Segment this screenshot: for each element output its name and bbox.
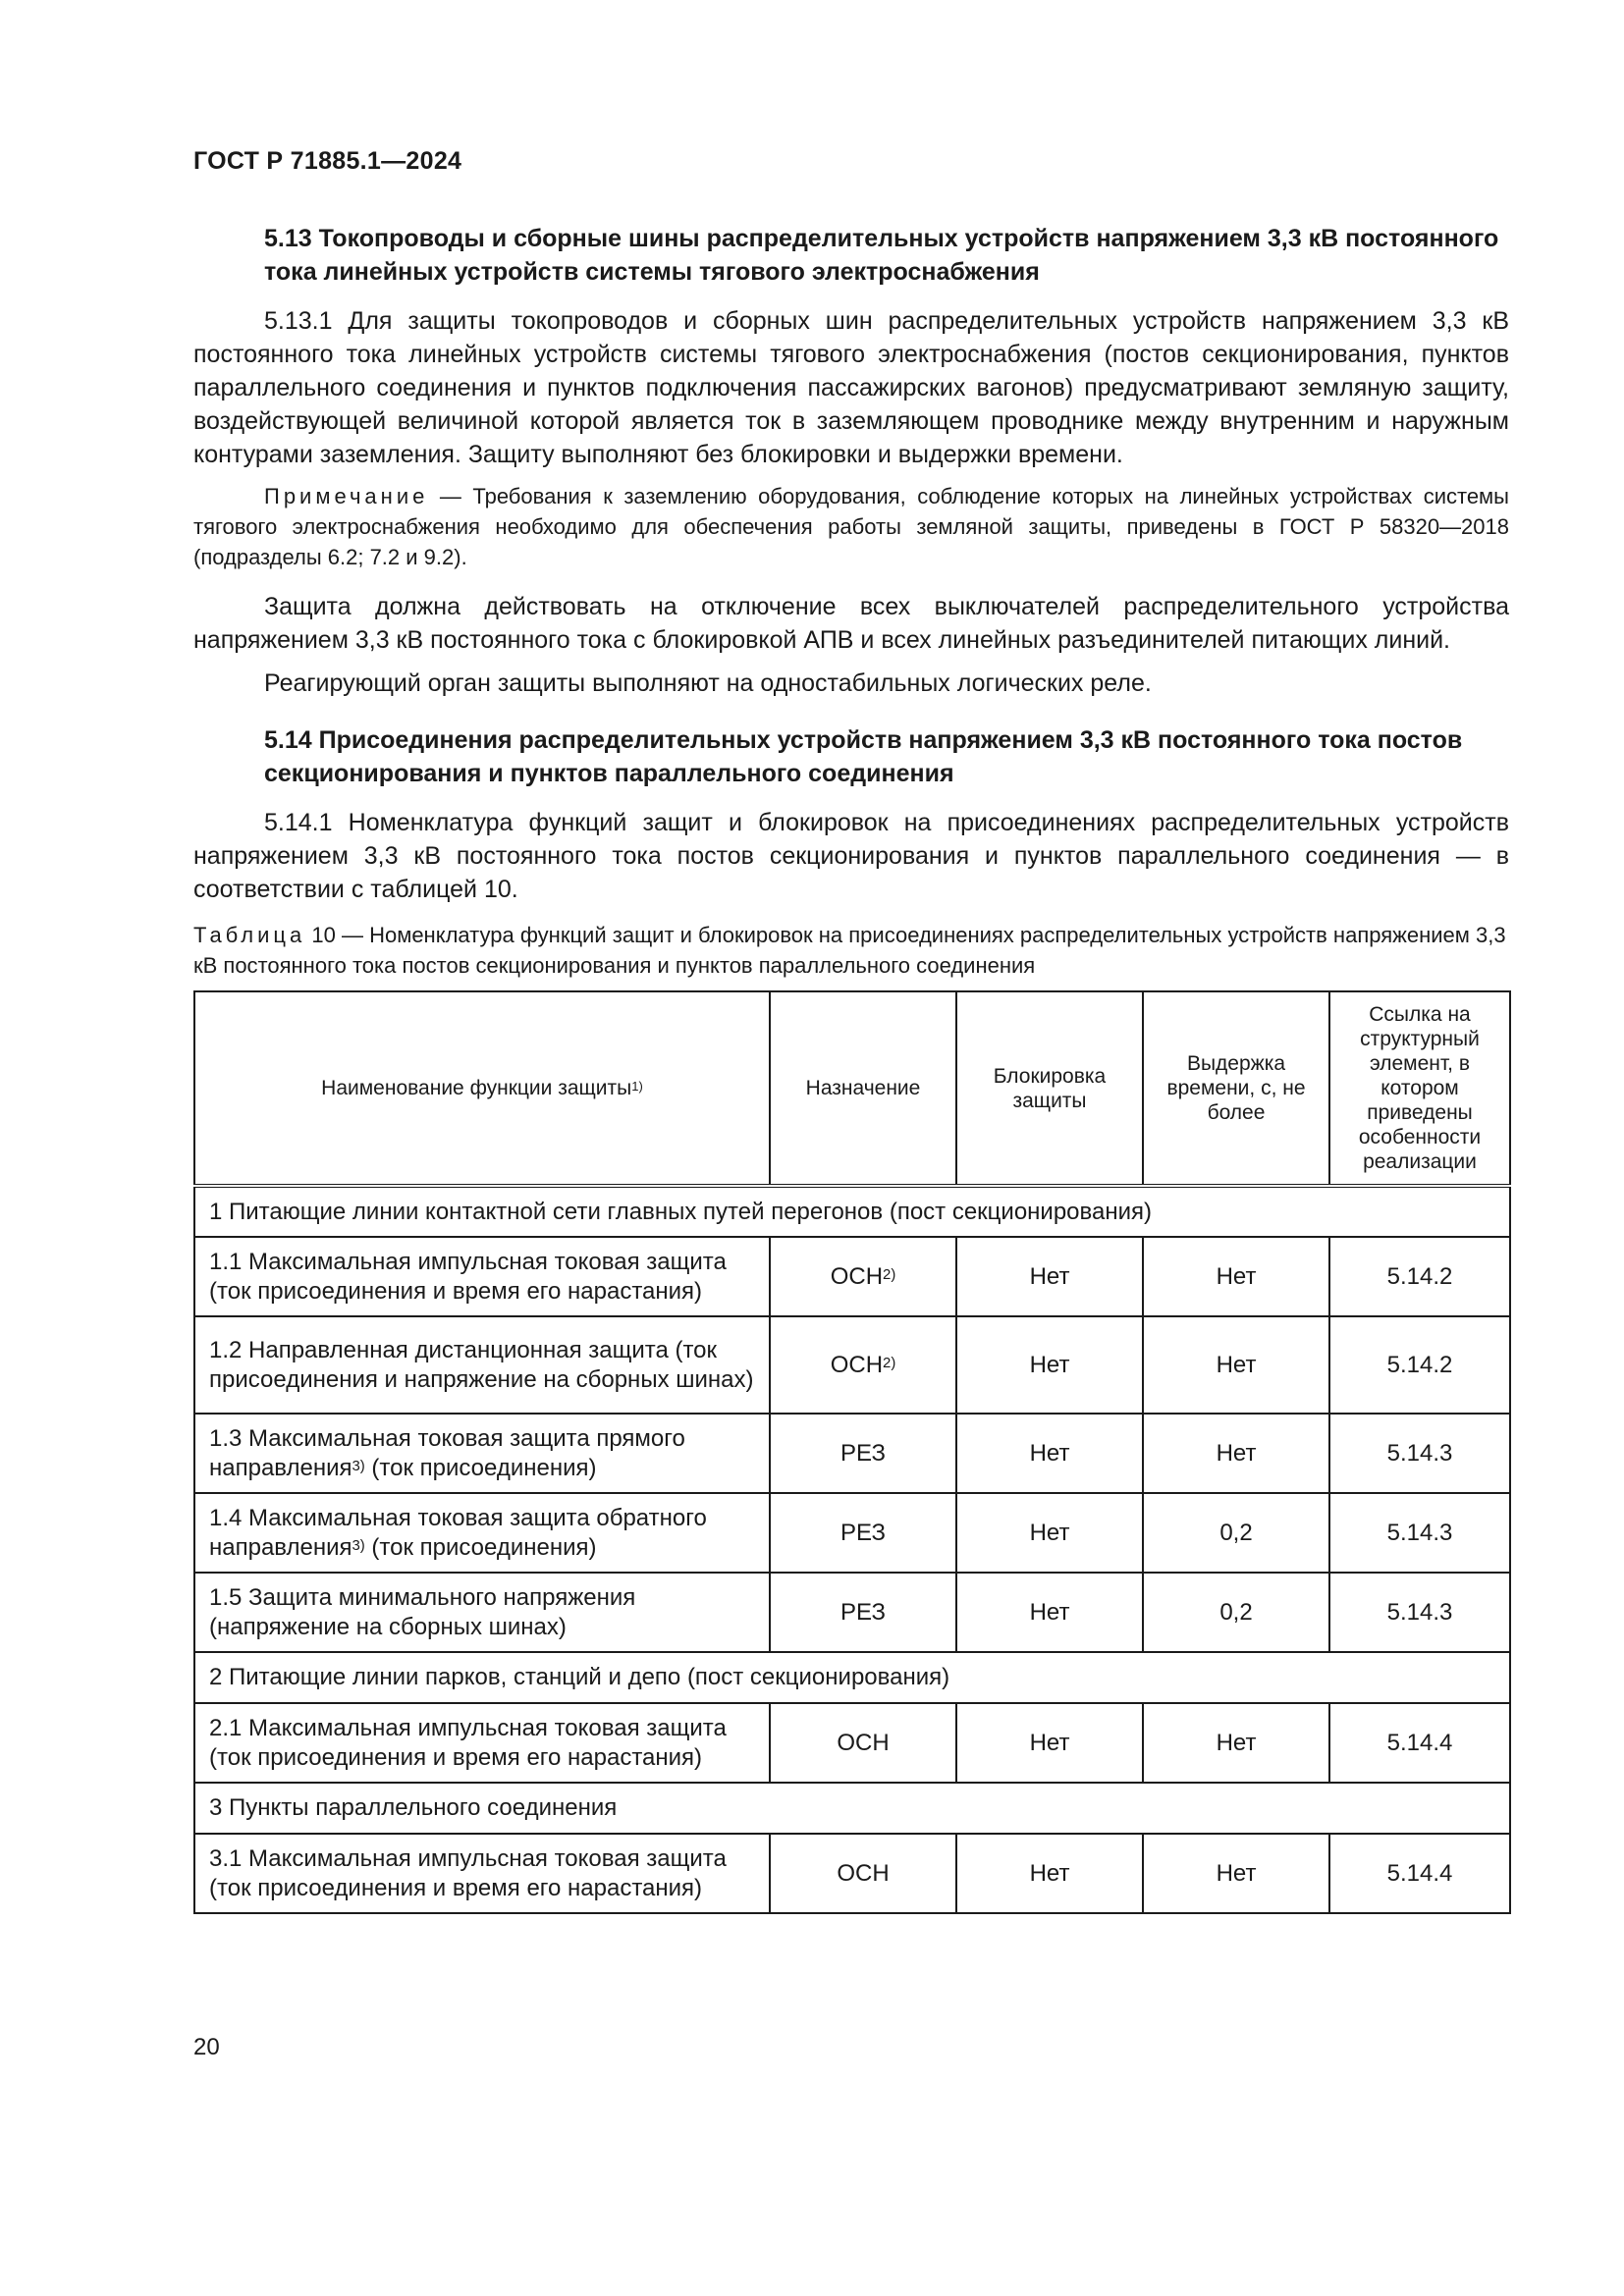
section-title: 3 Пункты параллельного соединения [194,1783,1510,1834]
function-name-text: 1.2 Направленная дистанционная защита (ток присоединения и напряжение на сборных шинах) [209,1336,754,1393]
note-label: Примечание [264,484,429,508]
table-caption-label: Таблица [193,923,306,947]
function-name-text: 1.4 Максимальная токовая защита обратного направления [209,1504,707,1561]
header-function-name-text: Наименование функции защиты [321,1077,632,1099]
cell-blocking: Нет [956,1573,1143,1652]
cell-reference: 5.14.3 [1329,1414,1510,1493]
cell-function-name [194,1414,770,1493]
cell-purpose [770,1237,956,1316]
table-row [194,1573,1510,1652]
paragraph-5-13-1: 5.13.1 Для защиты токопроводов и сборных шин распределительных устройств напряжением 3,3 кВ постоянного тока линейных устройств системы тягового электроснабжения (постов секционирования, пунктов параллельного соединения и пунктов подключения пассажирских вагонов) предусматривают земляную защиту, воздействующей величиной которой является ток в заземляющем проводнике между внутренним и наружным контурами заземления. Защиту выполняют без блокировки и выдержки времени. [193,307,1509,468]
purpose-text: ОСН [837,1729,890,1756]
cell-reference: 5.14.3 [1329,1493,1510,1573]
cell-delay: Нет [1143,1703,1329,1783]
cell-delay: 0,2 [1143,1573,1329,1652]
footnote-marker: 3) [352,1538,365,1555]
table-section-row [194,1652,1510,1703]
cell-delay: Нет [1143,1237,1329,1316]
function-name-text: 1.3 Максимальная токовая защита прямого направления [209,1424,685,1481]
cell-function-name [194,1703,770,1783]
cell-blocking: Нет [956,1414,1143,1493]
purpose-text: ОСН [830,1262,884,1290]
cell-function-name [194,1237,770,1316]
document-id: ГОСТ Р 71885.1—2024 [193,147,462,175]
cell-purpose [770,1493,956,1573]
function-name-suffix: (ток присоединения) [364,1454,597,1481]
footnote-marker: 1) [631,1079,643,1095]
table-row [194,1237,1510,1316]
header-delay: Выдержка времени, с, не более [1143,991,1329,1186]
cell-purpose [770,1316,956,1414]
section-title: 2 Питающие линии парков, станций и депо (пост секционирования) [194,1652,1510,1703]
header-blocking: Блокировка защиты [956,991,1143,1186]
cell-blocking: Нет [956,1316,1143,1414]
function-name-text: 1.1 Максимальная импульсная токовая защита (ток присоединения и время его нарастания) [209,1248,727,1305]
purpose-text: ОСН [830,1351,884,1378]
function-name-suffix: (ток присоединения) [364,1533,597,1561]
note-text: — Требования к заземлению оборудования, соблюдение которых на линейных устройствах системы тягового электроснабжения необходимо для обеспечения работы земляной защиты, приведены в ГОСТ Р 58320—2018 (подразделы 6.2; 7.2 и 9.2). [193,484,1509,569]
cell-delay: Нет [1143,1834,1329,1913]
cell-reference: 5.14.4 [1329,1703,1510,1783]
protection-functions-table [193,990,1511,1914]
cell-function-name [194,1316,770,1414]
cell-purpose [770,1414,956,1493]
purpose-text: РЕЗ [840,1598,886,1626]
function-name-text: 3.1 Максимальная импульсная токовая защита (ток присоединения и время его нарастания) [209,1844,727,1901]
cell-purpose [770,1703,956,1783]
cell-blocking: Нет [956,1493,1143,1573]
footnote-marker: 2) [883,1356,896,1372]
function-name-text: 2.1 Максимальная импульсная токовая защита (ток присоединения и время его нарастания) [209,1714,727,1771]
table-row [194,1493,1510,1573]
section-5-13-heading: 5.13 Токопроводы и сборные шины распределительных устройств напряжением 3,3 кВ постоянного тока линейных устройств системы тягового электроснабжения [264,225,1499,286]
table-section-row [194,1186,1510,1237]
note [193,481,1509,572]
purpose-text: ОСН [837,1859,890,1887]
cell-reference: 5.14.2 [1329,1237,1510,1316]
paragraph-protection-action: Защита должна действовать на отключение всех выключателей распределительного устройства напряжением 3,3 кВ постоянного тока с блокировкой АПВ и всех линейных разъединителей питающих линий. [193,593,1509,654]
cell-reference: 5.14.4 [1329,1834,1510,1913]
table-row [194,1703,1510,1783]
section-5-14-heading: 5.14 Присоединения распределительных устройств напряжением 3,3 кВ постоянного тока постов секционирования и пунктов параллельного соединения [264,726,1463,787]
table-header-row [194,991,1510,1186]
cell-function-name [194,1834,770,1913]
cell-delay: Нет [1143,1414,1329,1493]
table-caption-text: 10 — Номенклатура функций защит и блокировок на присоединениях распределительных устройств напряжением 3,3 кВ постоянного тока постов секционирования и пунктов параллельного соединения [193,923,1506,978]
page-number: 20 [193,2034,220,2060]
table-body [194,1186,1510,1913]
cell-blocking: Нет [956,1237,1143,1316]
paragraph-reacting-organ: Реагирующий орган защиты выполняют на одностабильных логических реле. [264,669,1152,697]
footnote-marker: 3) [352,1459,365,1475]
cell-reference: 5.14.2 [1329,1316,1510,1414]
header-reference: Ссылка на структурный элемент, в котором приведены особенности реализации [1329,991,1510,1186]
header-purpose: Назначение [770,991,956,1186]
paragraph-5-14-1: 5.14.1 Номенклатура функций защит и блокировок на присоединениях распределительных устройств напряжением 3,3 кВ постоянного тока постов секционирования и пунктов параллельного соединения — в соответствии с таблицей 10. [193,809,1509,903]
table-row [194,1316,1510,1414]
cell-blocking: Нет [956,1703,1143,1783]
table-section-row [194,1783,1510,1834]
cell-purpose [770,1834,956,1913]
cell-purpose [770,1573,956,1652]
table-caption [193,920,1509,981]
cell-delay: Нет [1143,1316,1329,1414]
table-row [194,1414,1510,1493]
purpose-text: РЕЗ [840,1439,886,1467]
cell-function-name [194,1573,770,1652]
footnote-marker: 2) [883,1267,896,1284]
purpose-text: РЕЗ [840,1519,886,1546]
cell-reference: 5.14.3 [1329,1573,1510,1652]
header-function-name [194,991,770,1186]
cell-blocking: Нет [956,1834,1143,1913]
table-row [194,1834,1510,1913]
section-title: 1 Питающие линии контактной сети главных путей перегонов (пост секционирования) [194,1186,1510,1237]
function-name-text: 1.5 Защита минимального напряжения (напряжение на сборных шинах) [209,1583,636,1640]
main-content [193,222,1509,1914]
cell-delay: 0,2 [1143,1493,1329,1573]
cell-function-name [194,1493,770,1573]
